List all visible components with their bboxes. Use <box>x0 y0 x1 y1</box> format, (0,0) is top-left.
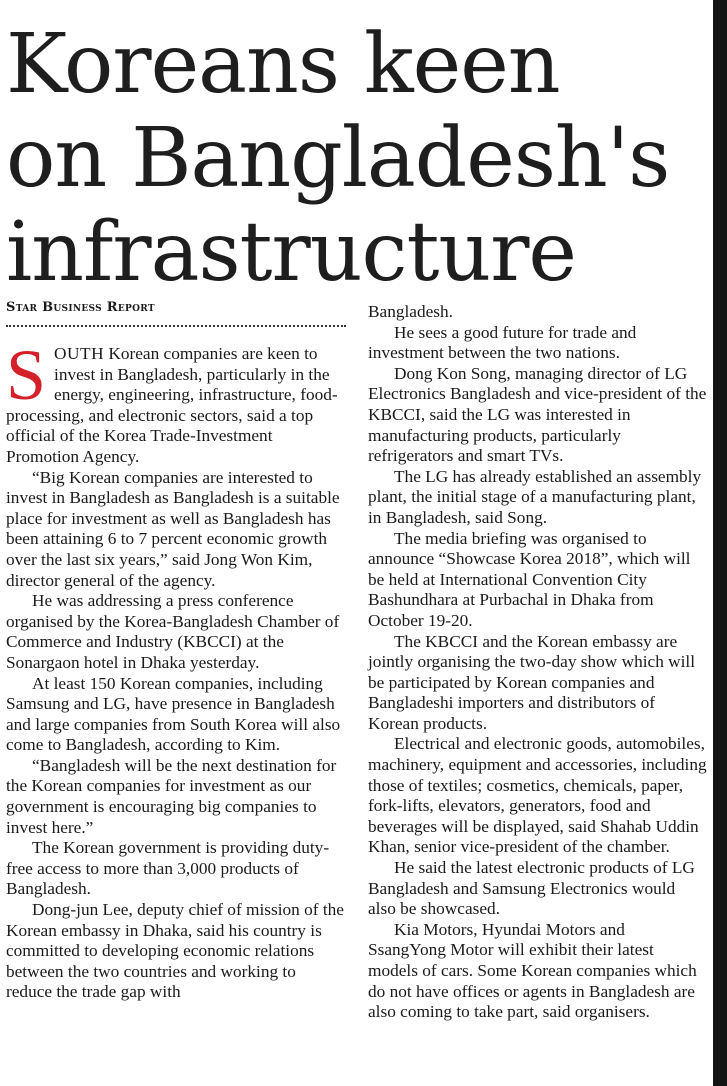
headline <box>6 18 706 300</box>
article-column-right <box>368 302 707 1023</box>
article-paragraph: At least 150 Korean companies, including Samsung and LG, have presence in Bangladesh and large companies from South Korea will also come to Bangladesh, according to Kim. <box>6 673 341 755</box>
dropcap: S <box>6 335 47 415</box>
byline: Star Business Report <box>6 300 155 315</box>
headline-line-2: on Bangladesh's <box>6 111 670 206</box>
lead-text: Korean companies are keen to invest in Bangladesh, particularly in the energy, engineering, infrastructure, food-processing, and electronic sectors, said a top official of the Korea Trade-Investment Promotion Agency. <box>6 344 338 466</box>
byline-divider <box>6 325 346 327</box>
lead-caps: OUTH <box>54 344 105 363</box>
headline-line-1: Koreans keen <box>6 17 560 112</box>
article-column-left <box>6 335 345 1003</box>
lead-paragraph <box>6 335 345 468</box>
article-paragraph: Electrical and electronic goods, automobiles, machinery, equipment and accessories, including those of textiles; cosmetics, chemicals, paper, fork-lifts, elevators, generators, food and beverages will be displayed, said Shahab Uddin Khan, senior vice-president of the chamber. <box>368 734 707 857</box>
article-paragraph: The LG has already established an assembly plant, the initial stage of a manufacturing plant, in Bangladesh, said Song. <box>368 466 702 527</box>
headline-line-3: infrastructure <box>6 205 576 300</box>
article-paragraph: The Korean government is providing duty-free access to more than 3,000 products of Bangladesh. <box>6 838 330 899</box>
article-paragraph: “Bangladesh will be the next destination for the Korean companies for investment as our government is encouraging big companies to invest here.” <box>6 755 337 837</box>
article-paragraph: He said the latest electronic products of LG Bangladesh and Samsung Electronics would also be showcased. <box>368 858 695 919</box>
page-edge-shadow <box>713 0 727 1086</box>
article-paragraph: The media briefing was organised to announce “Showcase Korea 2018”, which will be held at International Convention City Bashundhara at Purbachal in Dhaka from October 19-20. <box>368 528 691 630</box>
continuation-text: Bangladesh. <box>368 302 453 321</box>
article-paragraph: The KBCCI and the Korean embassy are jointly organising the two-day show which will be participated by Korean companies and Bangladeshi importers and distributors of Korean products. <box>368 631 696 733</box>
article-paragraph: He was addressing a press conference organised by the Korea-Bangladesh Chamber of Commerce and Industry (KBCCI) at the Sonargaon hotel in Dhaka yesterday. <box>6 591 340 672</box>
article-paragraph: Dong-jun Lee, deputy chief of mission of the Korean embassy in Dhaka, said his country is committed to developing economic relations between the two countries and working to reduce the trade gap with <box>6 900 344 1002</box>
article-paragraph: Kia Motors, Hyundai Motors and SsangYong Motor will exhibit their latest models of cars. Some Korean companies which do not have offices or agents in Bangladesh are also coming to take part, said organisers. <box>368 919 697 1022</box>
article-paragraph: Dong Kon Song, managing director of LG Electronics Bangladesh and vice-president of the KBCCI, said the LG was interested in manufacturing products, particularly refrigerators and smart TVs. <box>368 363 707 466</box>
article-paragraph: “Big Korean companies are interested to invest in Bangladesh as Bangladesh is a suitable place for investment as well as Bangladesh has been attaining 6 to 7 percent economic growth over the last six years,” said Jong Won Kim, director general of the agency. <box>6 467 340 590</box>
article-paragraph: He sees a good future for trade and investment between the two nations. <box>368 322 637 363</box>
